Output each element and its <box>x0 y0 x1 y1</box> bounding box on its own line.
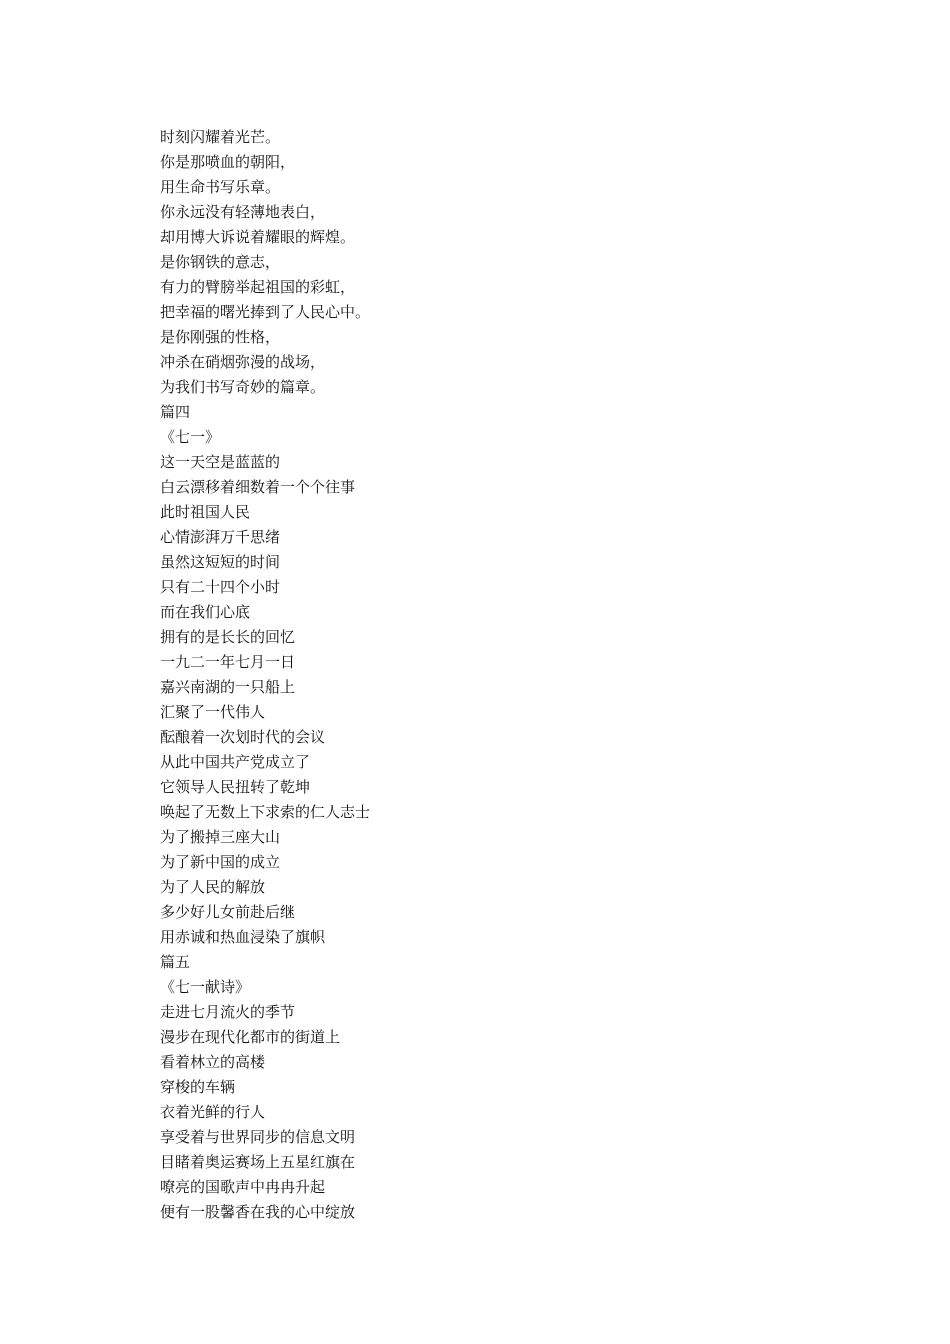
text-line: 把幸福的曙光捧到了人民心中。 <box>160 303 371 321</box>
text-line: 它领导人民扭转了乾坤 <box>160 778 311 796</box>
text-line: 从此中国共产党成立了 <box>160 753 311 771</box>
poem-text-block <box>160 125 860 1225</box>
text-line: 用赤诚和热血浸染了旗帜 <box>160 928 326 946</box>
text-line: 冲杀在硝烟弥漫的战场， <box>160 353 326 371</box>
section-heading: 篇五 <box>160 953 191 971</box>
text-line: 享受着与世界同步的信息文明 <box>160 1128 356 1146</box>
text-line: 拥有的是长长的回忆 <box>160 628 296 646</box>
text-line: 只有二十四个小时 <box>160 578 281 596</box>
text-line: 酝酿着一次划时代的会议 <box>160 728 326 746</box>
text-line: 为了搬掉三座大山 <box>160 828 281 846</box>
text-line: 多少好儿女前赴后继 <box>160 903 296 921</box>
text-line: 为了新中国的成立 <box>160 853 281 871</box>
text-line: 你是那喷血的朝阳， <box>160 153 296 171</box>
text-line: 唤起了无数上下求索的仁人志士 <box>160 803 371 821</box>
text-line: 时刻闪耀着光芒。 <box>160 128 281 146</box>
text-line: 虽然这短短的时间 <box>160 553 281 571</box>
text-line: 便有一股馨香在我的心中绽放 <box>160 1203 356 1221</box>
text-line: 看着林立的高楼 <box>160 1053 266 1071</box>
text-line: 目睹着奥运赛场上五星红旗在 <box>160 1153 356 1171</box>
text-line: 有力的臂膀举起祖国的彩虹， <box>160 278 356 296</box>
text-line: 走进七月流火的季节 <box>160 1003 296 1021</box>
text-line: 穿梭的车辆 <box>160 1078 236 1096</box>
text-line: 而在我们心底 <box>160 603 251 621</box>
text-line: 是你钢铁的意志， <box>160 253 281 271</box>
text-line: 白云漂移着细数着一个个往事 <box>160 478 356 496</box>
text-line: 这一天空是蓝蓝的 <box>160 453 281 471</box>
text-line: 却用博大诉说着耀眼的辉煌。 <box>160 228 356 246</box>
text-line: 你永远没有轻薄地表白， <box>160 203 326 221</box>
text-line: 一九二一年七月一日 <box>160 653 296 671</box>
text-line: 漫步在现代化都市的街道上 <box>160 1028 341 1046</box>
text-line: 为我们书写奇妙的篇章。 <box>160 378 326 396</box>
text-line: 衣着光鲜的行人 <box>160 1103 266 1121</box>
text-line: 嘹亮的国歌声中冉冉升起 <box>160 1178 326 1196</box>
text-line: 嘉兴南湖的一只船上 <box>160 678 296 696</box>
poem-title: 《七一献诗》 <box>160 978 251 996</box>
text-line: 为了人民的解放 <box>160 878 266 896</box>
section-heading: 篇四 <box>160 403 191 421</box>
text-line: 是你刚强的性格， <box>160 328 281 346</box>
text-line: 汇聚了一代伟人 <box>160 703 266 721</box>
poem-title: 《七一》 <box>160 428 221 446</box>
text-line: 用生命书写乐章。 <box>160 178 281 196</box>
text-line: 心情澎湃万千思绪 <box>160 528 281 546</box>
text-line: 此时祖国人民 <box>160 503 251 521</box>
